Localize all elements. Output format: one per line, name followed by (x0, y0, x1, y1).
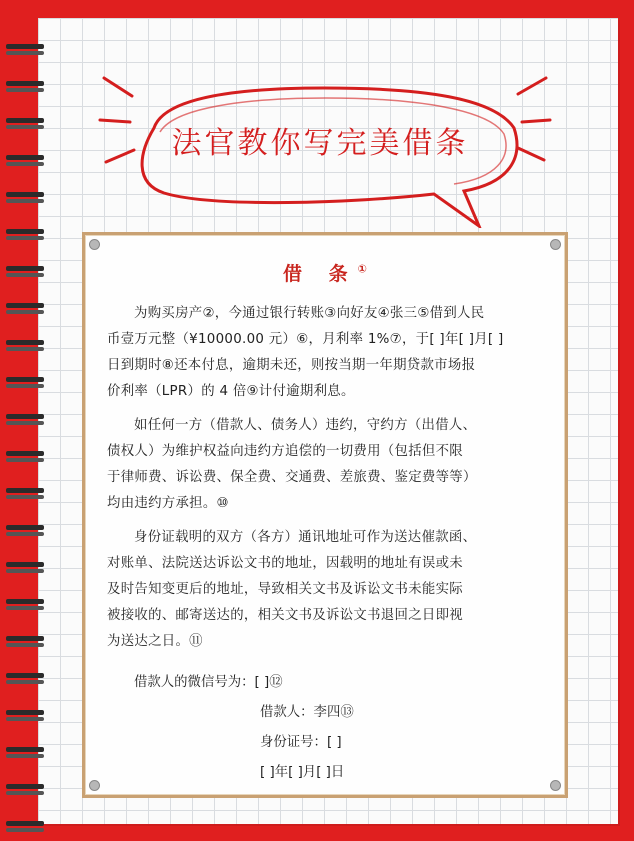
binding-ring (6, 266, 44, 271)
binding-ring (6, 451, 44, 456)
pin-icon (89, 239, 100, 250)
binding-ring (6, 192, 44, 197)
paragraph-line: 身份证载明的双方（各方）通讯地址可作为送达催款函、 (134, 530, 477, 545)
spiral-binding (0, 0, 44, 841)
spark-line-left-1 (104, 78, 132, 96)
binding-ring (6, 562, 44, 567)
spark-line-left-3 (106, 150, 134, 162)
document-title (85, 259, 565, 286)
spark-line-right-1 (518, 78, 546, 94)
borrower-signature-line: 借款人：李四⑬ (260, 705, 354, 720)
document-title-note: ① (357, 262, 367, 276)
binding-ring (6, 821, 44, 826)
binding-ring (6, 81, 44, 86)
id-number-line: 身份证号：[ ] (260, 735, 342, 750)
pin-icon (89, 780, 100, 791)
spark-line-left-2 (100, 120, 130, 122)
paragraph-line: 币壹万元整（¥10000.00 元）⑥，月利率 1%⑦，于[ ]年[ ]月[ ] (107, 332, 504, 347)
binding-ring (6, 673, 44, 678)
binding-ring (6, 525, 44, 530)
binding-ring (6, 599, 44, 604)
paragraph-line: 被接收的、邮寄送达的，相关文书及诉讼文书退回之日即视 (107, 608, 463, 623)
paragraph-line: 均由违约方承担。⑩ (107, 496, 229, 511)
binding-ring (6, 784, 44, 789)
paragraph-line: 对账单、法院送达诉讼文书的地址，因载明的地址有误或未 (107, 556, 463, 571)
paragraph-line: 如任何一方（借款人、债务人）违约，守约方（出借人、 (134, 418, 477, 433)
paragraph-line: 债权人）为维护权益向违约方追偿的一切费用（包括但不限 (107, 444, 463, 459)
binding-ring (6, 229, 44, 234)
paragraph-loan-terms (107, 301, 547, 405)
wechat-line: 借款人的微信号为：[ ]⑫ (134, 675, 283, 690)
binding-ring (6, 377, 44, 382)
binding-ring (6, 303, 44, 308)
binding-ring (6, 155, 44, 160)
binding-ring (6, 414, 44, 419)
binding-ring (6, 118, 44, 123)
binding-ring (6, 340, 44, 345)
paragraph-line: 为购买房产②，今通过银行转账③向好友④张三⑤借到人民 (134, 306, 485, 321)
paragraph-breach-costs (107, 413, 547, 517)
binding-ring (6, 747, 44, 752)
pin-icon (550, 239, 561, 250)
paragraph-line: 日到期时⑧还本付息，逾期未还，则按当期一年期贷款市场报 (107, 358, 476, 373)
iou-document-card (82, 232, 568, 798)
spark-line-right-3 (518, 148, 544, 160)
paragraph-line: 为送达之日。⑪ (107, 634, 203, 649)
paragraph-line: 于律师费、诉讼费、保全费、交通费、差旅费、鉴定费等等） (107, 470, 477, 485)
binding-ring (6, 488, 44, 493)
paragraph-line: 及时告知变更后的地址，导致相关文书及诉讼文书未能实际 (107, 582, 463, 597)
binding-ring (6, 44, 44, 49)
binding-ring (6, 636, 44, 641)
binding-ring (6, 710, 44, 715)
document-title-text: 借 条 (283, 263, 358, 285)
pin-icon (550, 780, 561, 791)
paragraph-line: 价利率（LPR）的 4 倍⑨计付逾期利息。 (107, 384, 355, 399)
date-line: [ ]年[ ]月[ ]日 (260, 765, 345, 780)
spark-line-right-2 (522, 120, 550, 122)
paragraph-service-address (107, 525, 547, 655)
banner-title: 法官教你写完美借条 (171, 126, 469, 161)
